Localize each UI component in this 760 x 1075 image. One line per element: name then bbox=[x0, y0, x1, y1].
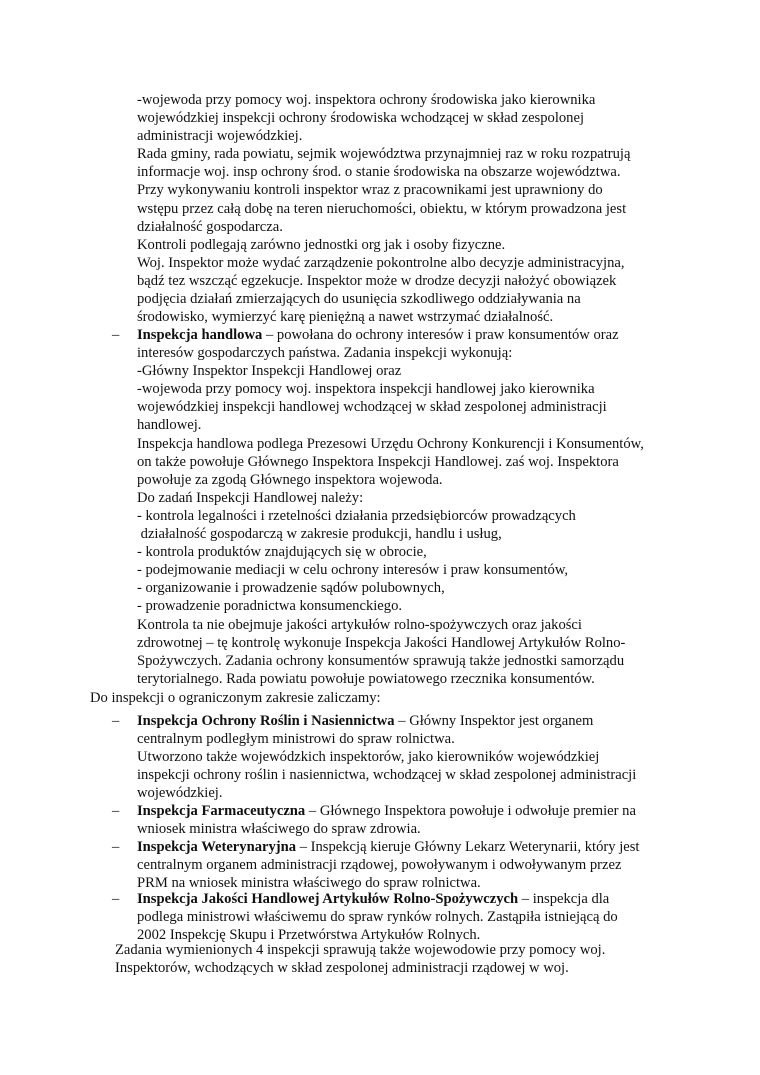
text-line: inspekcji ochrony roślin i nasiennictwa, wchodzącej w skład zespolonej administracji bbox=[137, 767, 637, 784]
item-first-line bbox=[137, 802, 697, 820]
item-title: Inspekcja Ochrony Roślin i Nasiennictwa bbox=[137, 713, 395, 729]
text-line: interesów gospodarczych państwa. Zadania inspekcji wykonują: bbox=[137, 345, 513, 362]
dash-bullet: – bbox=[112, 891, 120, 907]
text-line: Przy wykonywaniu kontroli inspektor wraz z pracownikami jest uprawniony do bbox=[137, 182, 603, 199]
item-title: Inspekcja handlowa bbox=[137, 327, 263, 343]
text-line: wojewódzkiej inspekcji handlowej wchodzącej w skład zespolonej administracji bbox=[137, 399, 607, 416]
agri-food-inspection-text bbox=[137, 890, 697, 944]
text-line: podjęcia działań zmierzających do usunięcia szkodliwego oddziaływania na bbox=[137, 291, 581, 308]
text-line: Kontrola ta nie obejmuje jakości artykułów rolno-spożywczych oraz jakości bbox=[137, 616, 582, 633]
item-first-line bbox=[137, 712, 697, 730]
item-title: Inspekcja Jakości Handlowej Artykułów Rolno-Spożywczych bbox=[137, 891, 519, 907]
text-line: działalność gospodarcza. bbox=[137, 218, 283, 235]
item-first-rest: – inspekcja dla bbox=[518, 891, 610, 907]
item-first-line bbox=[137, 838, 697, 856]
text-line: powołuje za zgodą Głównego inspektora wojewoda. bbox=[137, 471, 443, 488]
text-line: -wojewoda przy pomocy woj. inspektora inspekcji handlowej jako kierownika bbox=[137, 381, 595, 398]
dash-bullet: – bbox=[112, 803, 120, 819]
text-line: Inspekcja handlowa podlega Prezesowi Urzędu Ochrony Konkurencji i Konsumentów, bbox=[137, 435, 644, 452]
text-line: -Główny Inspektor Inspekcji Handlowej oraz bbox=[137, 363, 402, 380]
text-line: Do zadań Inspekcji Handlowej należy: bbox=[137, 489, 364, 506]
item-first-rest: – Inspekcją kieruje Główny Lekarz Weterynarii, który jest bbox=[296, 839, 640, 855]
text-line: Kontroli podlegają zarówno jednostki org jak i osoby fizyczne. bbox=[137, 236, 506, 253]
item-first-rest: – Główny Inspektor jest organem bbox=[394, 713, 594, 729]
text-line: administracji wojewódzkiej. bbox=[137, 128, 303, 145]
text-line: Inspektorów, wchodzących w skład zespolonej administracji rządowej w woj. bbox=[115, 960, 569, 977]
pharma-inspection-text bbox=[137, 802, 697, 838]
item-title: Inspekcja Farmaceutyczna bbox=[137, 803, 306, 819]
item-first-rest: – Głównego Inspektora powołuje i odwołuje premier na bbox=[305, 803, 636, 819]
text-line: -wojewoda przy pomocy woj. inspektora ochrony środowiska jako kierownika bbox=[137, 92, 596, 108]
text-line: Utworzono także wojewódzkich inspektorów, jako kierowników wojewódzkiej bbox=[137, 749, 600, 766]
item-first-line bbox=[137, 326, 697, 344]
veterinary-inspection-text bbox=[137, 838, 697, 892]
item-title: Inspekcja Weterynaryjna bbox=[137, 839, 297, 855]
plant-inspection-text bbox=[137, 712, 697, 802]
dash-bullet: – bbox=[112, 839, 120, 855]
text-line: działalność gospodarczą w zakresie produkcji, handlu i usług, bbox=[137, 526, 502, 543]
text-line: zdrowotnej – tę kontrolę wykonuje Inspekcja Jakości Handlowej Artykułów Rolno- bbox=[137, 634, 626, 651]
text-line: podlega ministrowi właściwemu do spraw rynków rolnych. Zastąpiła istniejącą do bbox=[137, 909, 618, 926]
item-first-line bbox=[137, 890, 697, 908]
text-line: on także powołuje Głównego Inspektora Inspekcji Handlowej. zaś woj. Inspektora bbox=[137, 453, 619, 470]
text-line: terytorialnego. Rada powiatu powołuje powiatowego rzecznika konsumentów. bbox=[137, 670, 595, 687]
text-line: - podejmowanie mediacji w celu ochrony interesów i praw konsumentów, bbox=[137, 562, 569, 579]
environment-inspection-continuation bbox=[137, 91, 697, 326]
text-line: wstępu przez całą dobę na teren nieruchomości, obiektu, w którym prowadzona jest bbox=[137, 200, 627, 217]
dash-bullet: – bbox=[112, 327, 120, 343]
dash-bullet: – bbox=[112, 713, 120, 729]
text-line: PRM na wniosek ministra właściwego do spraw rolnictwa. bbox=[137, 875, 481, 892]
text-line: - prowadzenie poradnictwa konsumenckiego. bbox=[137, 598, 403, 615]
text-line: wojewódzkiej inspekcji ochrony środowiska wchodzącej w skład zespolonej bbox=[137, 110, 585, 127]
text-line: 2002 Inspekcję Skupu i Przetwórstwa Artykułów Rolnych. bbox=[137, 927, 481, 944]
text-line: Woj. Inspektor może wydać zarządzenie pokontrolne albo decyzje administracyjna, bbox=[137, 254, 625, 271]
trade-inspection-text bbox=[137, 326, 697, 688]
text-line: - kontrola produktów znajdujących się w obrocie, bbox=[137, 544, 427, 561]
text-line: Zadania wymienionych 4 inspekcji sprawują także wojewodowie przy pomocy woj. bbox=[115, 942, 606, 958]
text-line: środowisko, wymierzyć karę pieniężną a nawet wstrzymać działalność. bbox=[137, 309, 554, 326]
text-line: handlowej. bbox=[137, 417, 202, 434]
text-line: centralnym podległym ministrowi do spraw rolnictwa. bbox=[137, 731, 455, 748]
text-line: wniosek ministra właściwego do spraw zdrowia. bbox=[137, 821, 421, 838]
text-line: - organizowanie i prowadzenie sądów polubownych, bbox=[137, 580, 445, 597]
text-line: bądź tez wszcząć egzekucje. Inspektor może w drodze decyzji nałożyć obowiązek bbox=[137, 272, 617, 289]
section-heading: Do inspekcji o ograniczonym zakresie zaliczamy: bbox=[90, 690, 381, 706]
text-line: centralnym organem administracji rządowej, powoływanym i odwoływanym przez bbox=[137, 857, 622, 874]
closing-paragraph bbox=[115, 941, 605, 977]
item-first-rest: – powołana do ochrony interesów i praw konsumentów oraz bbox=[262, 327, 619, 343]
text-line: informacje woj. insp ochrony środ. o stanie środowiska na obszarze województwa. bbox=[137, 164, 621, 181]
text-line: wojewódzkiej. bbox=[137, 785, 223, 802]
text-line: - kontrola legalności i rzetelności działania przedsiębiorców prowadzących bbox=[137, 507, 576, 524]
text-line: Rada gminy, rada powiatu, sejmik województwa przynajmniej raz w roku rozpatrują bbox=[137, 146, 631, 163]
text-line: Spożywczych. Zadania ochrony konsumentów sprawują także jednostki samorządu bbox=[137, 652, 625, 669]
